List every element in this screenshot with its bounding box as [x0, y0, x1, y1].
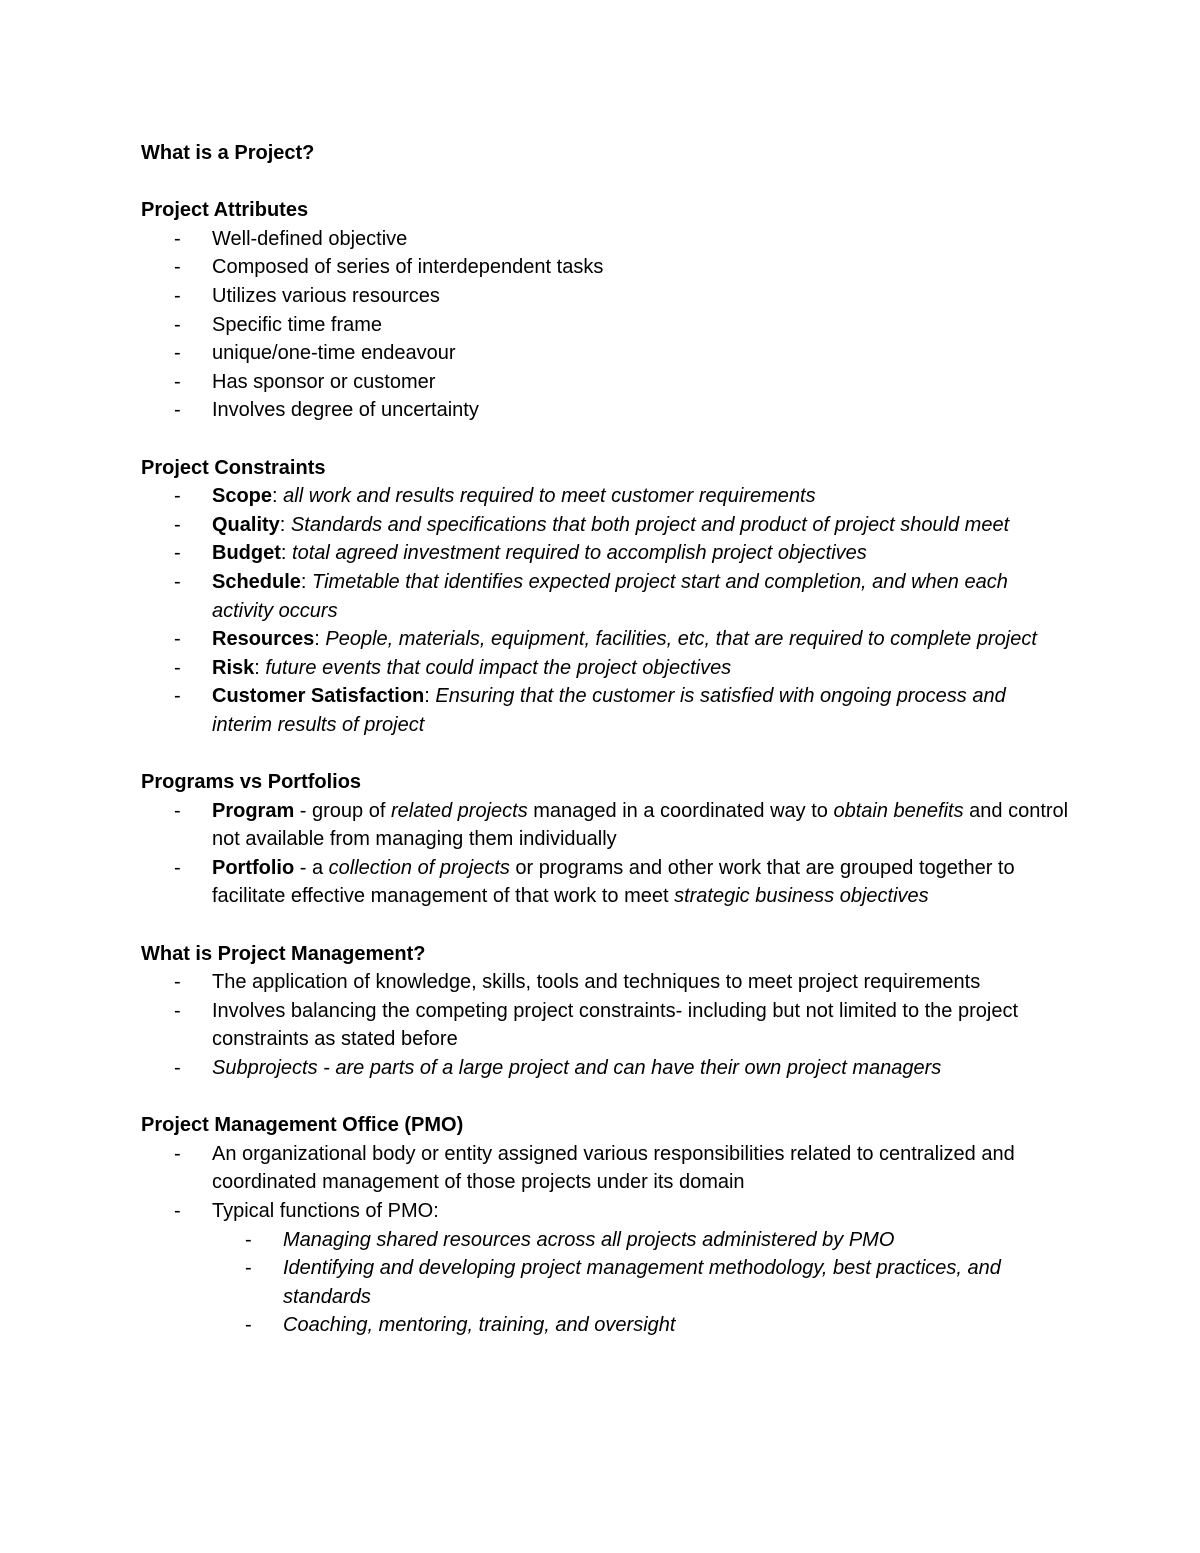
constraint-term: Resources [212, 628, 315, 651]
attributes-list [141, 225, 1071, 425]
text-run: managed in a coordinated way to [527, 799, 834, 822]
constraints-list [141, 482, 1071, 739]
nested-list-item [212, 1311, 1071, 1340]
constraint-description: Ensuring that the customer is satisfied with ongoing process and interim results of project [212, 685, 1006, 736]
list-item [141, 339, 1071, 368]
section-pmo [141, 1111, 1071, 1340]
list-item [141, 1197, 1071, 1340]
italic-run: related projects [390, 799, 528, 822]
portfolio-term: Portfolio [212, 856, 295, 879]
list-item-text: Utilizes various resources [212, 284, 440, 307]
list-item [141, 1054, 1071, 1083]
text-run: or programs and other work that are grouped together to facilitate effective management of that work to meet [212, 856, 1015, 908]
dash-bullet: - [174, 1057, 181, 1079]
dash-bullet: - [174, 227, 181, 250]
separator: : [424, 685, 436, 708]
list-item [141, 968, 1071, 997]
list-item-text: Subprojects - are parts of a large project and can have their own project managers [212, 1057, 942, 1079]
dash-bullet: - [174, 856, 181, 879]
constraint-description: Standards and specifications that both project and product of project should meet [290, 513, 1010, 536]
text-run: - group of [294, 799, 391, 822]
list-item-text: Coaching, mentoring, training, and oversight [283, 1314, 676, 1337]
dash-bullet: - [174, 999, 181, 1022]
dash-bullet: - [174, 628, 181, 651]
separator: : [279, 513, 291, 536]
constraint-description: all work and results required to meet customer requirements [283, 485, 816, 508]
document-page [141, 139, 1071, 1340]
dash-bullet: - [174, 685, 181, 708]
list-item [141, 997, 1071, 1054]
dash-bullet: - [174, 485, 181, 508]
list-item-text: Specific time frame [212, 313, 383, 336]
section-project-constraints [141, 454, 1071, 740]
list-item [141, 654, 1071, 683]
list-item-text: Involves degree of uncertainty [212, 399, 479, 422]
dash-bullet: - [174, 370, 181, 393]
spacer [141, 911, 1071, 940]
list-item-text: Typical functions of PMO: [212, 1199, 439, 1222]
constraint-description: total agreed investment required to accomplish project objectives [292, 542, 867, 565]
separator: : [254, 656, 266, 679]
programs-list [141, 797, 1071, 911]
constraint-term: Schedule [212, 570, 301, 593]
separator: : [314, 628, 326, 651]
text-run: and control not available from managing them individually [212, 799, 1069, 851]
list-item-text: Has sponsor or customer [212, 370, 436, 393]
constraint-description: People, materials, equipment, facilities, etc, that are required to complete project [325, 628, 1037, 651]
separator: : [272, 485, 284, 508]
program-term: Program [212, 799, 295, 822]
pmo-functions-list [212, 1226, 1071, 1340]
list-item-text: Involves balancing the competing project constraints- including but not limited to the project constraints as stated before [212, 999, 1019, 1051]
list-item-text: Managing shared resources across all projects administered by PMO [283, 1228, 895, 1251]
section-heading: Project Management Office (PMO) [141, 1114, 464, 1137]
section-heading: Project Constraints [141, 456, 326, 479]
constraint-term: Budget [212, 542, 281, 565]
list-item [141, 253, 1071, 282]
dash-bullet: - [245, 1314, 252, 1337]
section-heading: Project Attributes [141, 199, 309, 222]
list-item-text: Identifying and developing project management methodology, best practices, and standards [283, 1257, 1001, 1308]
section-programs-vs-portfolios [141, 768, 1071, 911]
separator: : [300, 570, 313, 593]
separator: : [280, 542, 293, 565]
pmo-list [141, 1140, 1071, 1340]
dash-bullet: - [245, 1228, 252, 1251]
dash-bullet: - [174, 342, 181, 365]
constraint-term: Customer Satisfaction [212, 685, 425, 708]
italic-run: obtain benefits [833, 799, 964, 822]
nested-list-item [212, 1254, 1071, 1311]
nested-list-item [212, 1226, 1071, 1255]
dash-bullet: - [174, 284, 181, 307]
dash-bullet: - [174, 1199, 181, 1222]
list-item [141, 311, 1071, 340]
list-item-text: unique/one-time endeavour [212, 342, 456, 365]
dash-bullet: - [174, 513, 181, 536]
document-title: What is a Project? [141, 142, 315, 164]
list-item-program [141, 797, 1071, 854]
dash-bullet: - [174, 1142, 181, 1165]
spacer [141, 739, 1071, 768]
spacer [141, 425, 1071, 454]
list-item-text: Composed of series of interdependent tasks [212, 256, 604, 279]
dash-bullet: - [174, 256, 181, 279]
dash-bullet: - [174, 542, 181, 565]
dash-bullet: - [174, 656, 181, 679]
list-item [141, 568, 1071, 625]
pm-list [141, 968, 1071, 1082]
constraint-description: future events that could impact the project objectives [265, 656, 732, 679]
list-item-text: Well-defined objective [212, 227, 408, 250]
spacer [141, 1083, 1071, 1112]
italic-run: collection of projects [328, 856, 510, 879]
list-item [141, 682, 1071, 739]
list-item [141, 368, 1071, 397]
dash-bullet: - [245, 1257, 252, 1280]
list-item [141, 282, 1071, 311]
section-project-attributes [141, 196, 1071, 425]
constraint-term: Scope [212, 485, 273, 508]
list-item [141, 1140, 1071, 1197]
section-heading: What is Project Management? [141, 942, 426, 965]
list-item [141, 539, 1071, 568]
constraint-term: Risk [212, 656, 255, 679]
list-item [141, 511, 1071, 540]
list-item-portfolio [141, 854, 1071, 911]
italic-run: strategic business objectives [674, 885, 929, 908]
list-item-text: An organizational body or entity assigned various responsibilities related to centralized and coordinated management of those projects under its domain [212, 1142, 1015, 1194]
dash-bullet: - [174, 313, 181, 336]
list-item [141, 225, 1071, 254]
dash-bullet: - [174, 399, 181, 422]
list-item [141, 482, 1071, 511]
spacer [141, 168, 1071, 197]
list-item [141, 625, 1071, 654]
list-item [141, 396, 1071, 425]
text-run: - a [294, 856, 329, 879]
dash-bullet: - [174, 799, 181, 822]
dash-bullet: - [174, 570, 181, 593]
section-project-management [141, 940, 1071, 1083]
constraint-term: Quality [212, 513, 280, 536]
section-heading: Programs vs Portfolios [141, 771, 362, 794]
dash-bullet: - [174, 971, 181, 994]
list-item-text: The application of knowledge, skills, tools and techniques to meet project requirements [212, 971, 981, 994]
constraint-description: Timetable that identifies expected project start and completion, and when each activity occurs [212, 570, 1008, 622]
